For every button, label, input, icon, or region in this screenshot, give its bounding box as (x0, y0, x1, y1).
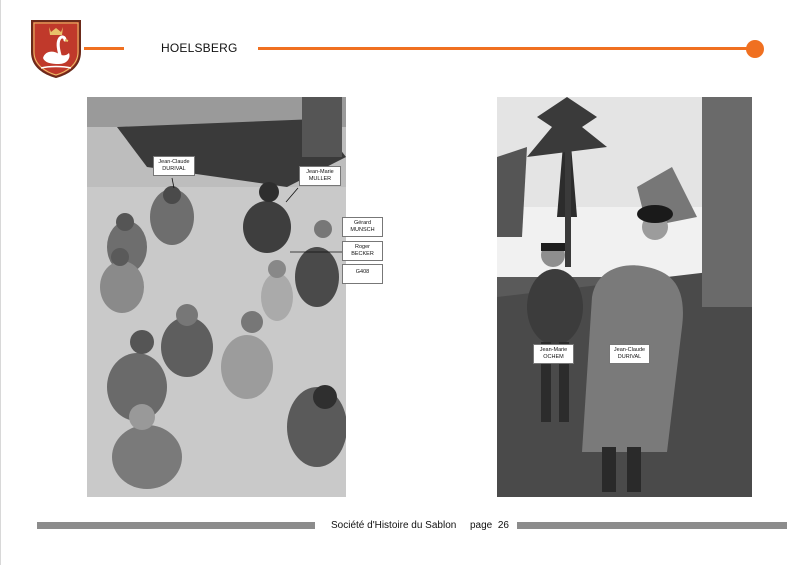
footer-bar-right (517, 522, 787, 529)
footer-page-value: 26 (497, 520, 509, 531)
caption-durival-left: Jean-Claude DURIVAL (153, 156, 195, 176)
caption-durival-right: Jean-Claude DURIVAL (609, 344, 650, 364)
page-title: HOELSBERG (161, 41, 238, 55)
forest-photo-right (497, 97, 752, 497)
footer-bar-left (37, 522, 315, 529)
caption-muller: Jean-Marie MULLER (299, 166, 341, 186)
footer-page-number (470, 520, 509, 531)
caption-photo-ref: G408 (342, 264, 383, 284)
footer-society-name: Société d'Histoire du Sablon (331, 520, 457, 531)
caption-becker: Roger BECKER (342, 241, 383, 261)
caption-munsch: Gérard MUNSCH (342, 217, 383, 237)
caption-ochem: Jean-Marie OCHEM (533, 344, 574, 364)
footer-page-label: page (470, 520, 493, 531)
